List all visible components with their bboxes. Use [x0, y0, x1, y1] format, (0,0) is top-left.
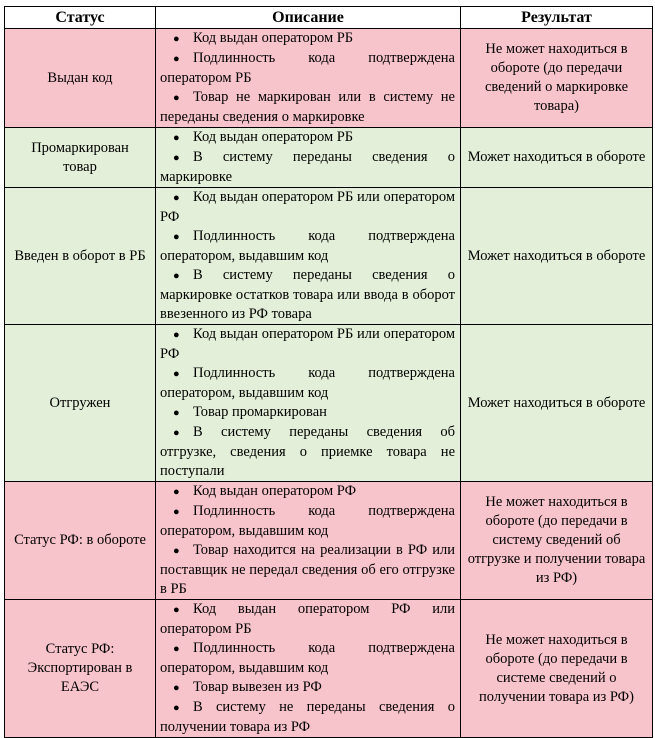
result-cell: Не может находиться в обороте (до передачи сведений о маркировке товара)	[461, 29, 653, 128]
description-item: ● Подлинность кода подтверждена оператором РБ	[160, 50, 455, 86]
description-item: ● Подлинность кода подтверждена оператором, выдавшим код	[160, 228, 455, 264]
bullet-icon: ●	[173, 682, 180, 694]
bullet-icon: ●	[173, 53, 180, 65]
description-item: ● Код выдан оператором РБ или оператором РФ	[160, 189, 455, 225]
bullet-icon: ●	[173, 427, 180, 439]
table-row	[5, 482, 653, 600]
status-cell: Выдан код	[5, 29, 156, 128]
description-cell	[156, 482, 461, 600]
header-status: Статус	[5, 7, 156, 29]
description-list	[160, 325, 455, 481]
bullet-icon: ●	[173, 231, 180, 243]
description-item: ● Код выдан оператором РФ или оператором РБ	[160, 601, 455, 637]
result-cell: Может находиться в обороте	[461, 128, 653, 188]
result-cell: Может находиться в обороте	[461, 325, 653, 482]
header-row	[5, 7, 653, 29]
description-list	[160, 188, 455, 324]
description-list	[160, 29, 455, 127]
status-cell: Отгружен	[5, 325, 156, 482]
description-item: ● Код выдан оператором РФ	[160, 482, 455, 502]
description-item: ● Товар промаркирован	[160, 403, 455, 423]
description-item: ● В систему переданы сведения о маркировке остатков товара или ввода в оборот ввезенного из РФ товара	[160, 267, 455, 322]
status-cell: Статус РФ: Экспортирован в ЕАЭС	[5, 600, 156, 738]
bullet-icon: ●	[173, 33, 180, 45]
bullet-icon: ●	[173, 270, 180, 282]
bullet-icon: ●	[173, 329, 180, 341]
description-item: ● Подлинность кода подтверждена оператором, выдавшим код	[160, 640, 455, 676]
description-cell	[156, 600, 461, 738]
bullet-icon: ●	[173, 604, 180, 616]
description-item: ● Код выдан оператором РБ	[160, 128, 455, 148]
description-item: ● Код выдан оператором РБ или оператором РФ	[160, 326, 455, 362]
table-row	[5, 29, 653, 128]
description-list	[160, 600, 455, 737]
bullet-icon: ●	[173, 643, 180, 655]
bullet-icon: ●	[173, 545, 180, 557]
bullet-icon: ●	[173, 152, 180, 164]
header-result: Результат	[461, 7, 653, 29]
status-cell: Введен в оборот в РБ	[5, 188, 156, 325]
bullet-icon: ●	[173, 486, 180, 498]
table-row	[5, 325, 653, 482]
bullet-icon: ●	[173, 407, 180, 419]
description-item: ● Товар вывезен из РФ	[160, 678, 455, 698]
table-row	[5, 128, 653, 188]
bullet-icon: ●	[173, 702, 180, 714]
bullet-icon: ●	[173, 132, 180, 144]
description-cell	[156, 188, 461, 325]
description-list	[160, 128, 455, 187]
description-item: ● В систему не переданы сведения о получении товара из РФ	[160, 699, 455, 735]
bullet-icon: ●	[173, 368, 180, 380]
description-item: ● Подлинность кода подтверждена оператором, выдавшим код	[160, 365, 455, 401]
description-item: ● Код выдан оператором РБ	[160, 29, 455, 49]
description-item: ● В систему переданы сведения об отгрузке, сведения о приемке товара не поступали	[160, 424, 455, 479]
description-cell	[156, 29, 461, 128]
description-list	[160, 482, 455, 599]
bullet-icon: ●	[173, 506, 180, 518]
description-item: ● В систему переданы сведения о маркировке	[160, 149, 455, 185]
description-item: ● Подлинность кода подтверждена оператором, выдавшим код	[160, 503, 455, 539]
header-description: Описание	[156, 7, 461, 29]
description-cell	[156, 325, 461, 482]
description-item: ● Товар находится на реализации в РФ или поставщик не передал сведения об его отгрузке в РБ	[160, 542, 455, 597]
bullet-icon: ●	[173, 192, 180, 204]
status-cell: Промаркирован товар	[5, 128, 156, 188]
result-cell: Может находиться в обороте	[461, 188, 653, 325]
description-item: ● Товар не маркирован или в систему не переданы сведения о маркировке	[160, 89, 455, 125]
result-cell: Не может находиться в обороте (до передачи в систему сведений об отгрузке и получении товара из РФ)	[461, 482, 653, 600]
status-table	[4, 6, 653, 738]
table-row	[5, 188, 653, 325]
description-cell	[156, 128, 461, 188]
bullet-icon: ●	[173, 92, 180, 104]
result-cell: Не может находиться в обороте (до передачи в системе сведений о получении товара из РФ)	[461, 600, 653, 738]
status-cell: Статус РФ: в обороте	[5, 482, 156, 600]
table-row	[5, 600, 653, 738]
